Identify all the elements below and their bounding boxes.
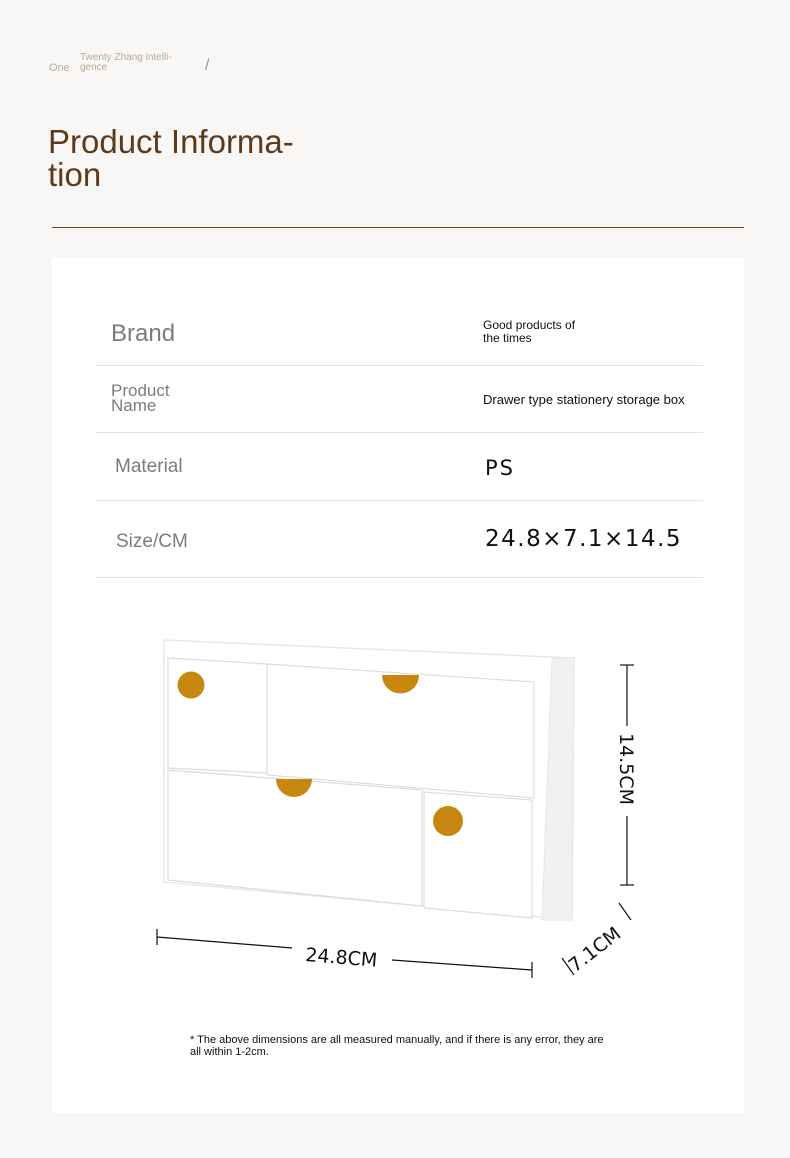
spec-label-product-name-line1: Product bbox=[111, 381, 170, 400]
drawer-handle-icon bbox=[433, 806, 463, 836]
spec-label-size: Size/CM bbox=[116, 531, 188, 552]
spec-value-brand-line2: the times bbox=[483, 331, 532, 345]
depth-dimension-label: 7.1CM bbox=[564, 922, 626, 977]
spec-value-brand-line1: Good products of bbox=[483, 318, 576, 332]
drawer-handle-icon bbox=[178, 672, 205, 699]
title-divider bbox=[52, 227, 744, 228]
spec-value-product-name: Drawer type stationery storage box bbox=[483, 392, 685, 407]
header-brand-line: gence bbox=[80, 62, 108, 73]
brand-header bbox=[49, 52, 249, 82]
storage-box-image bbox=[164, 640, 574, 920]
header-one-text: One bbox=[49, 62, 70, 74]
width-dimension bbox=[157, 929, 532, 978]
spec-value-material: PS bbox=[485, 456, 515, 480]
page-title bbox=[48, 125, 308, 191]
product-info-card bbox=[52, 258, 744, 1113]
measurement-note bbox=[190, 1034, 610, 1058]
page-title-line1: Product Informa- bbox=[48, 123, 294, 160]
measurement-note-line2: all within 1-2cm. bbox=[190, 1046, 269, 1058]
spec-value-brand bbox=[483, 319, 593, 345]
height-dimension-label: 14.5CM bbox=[615, 733, 637, 805]
spec-label-material: Material bbox=[115, 456, 183, 477]
spec-label-brand: Brand bbox=[111, 320, 176, 347]
width-dimension-label: 24.8CM bbox=[304, 944, 379, 972]
height-dimension bbox=[615, 665, 637, 885]
spec-row-brand bbox=[95, 298, 703, 366]
product-dimension-illustration bbox=[142, 618, 662, 998]
spec-row-product-name bbox=[95, 366, 703, 433]
page-title-line2: tion bbox=[48, 156, 102, 193]
spec-label-product-name-line2: Name bbox=[111, 396, 157, 415]
measurement-note-line1: * The above dimensions are all measured manually, and if there is any error, they are bbox=[190, 1034, 604, 1046]
spec-label-product-name bbox=[111, 383, 191, 413]
spec-value-size: 24.8×7.1×14.5 bbox=[485, 526, 683, 552]
header-brand-text bbox=[80, 53, 190, 73]
header-brand-line: Twenty Zhang intelli- bbox=[80, 52, 172, 63]
header-slash-divider: / bbox=[205, 57, 210, 74]
spec-row-size bbox=[95, 501, 703, 578]
spec-row-material bbox=[95, 433, 703, 501]
